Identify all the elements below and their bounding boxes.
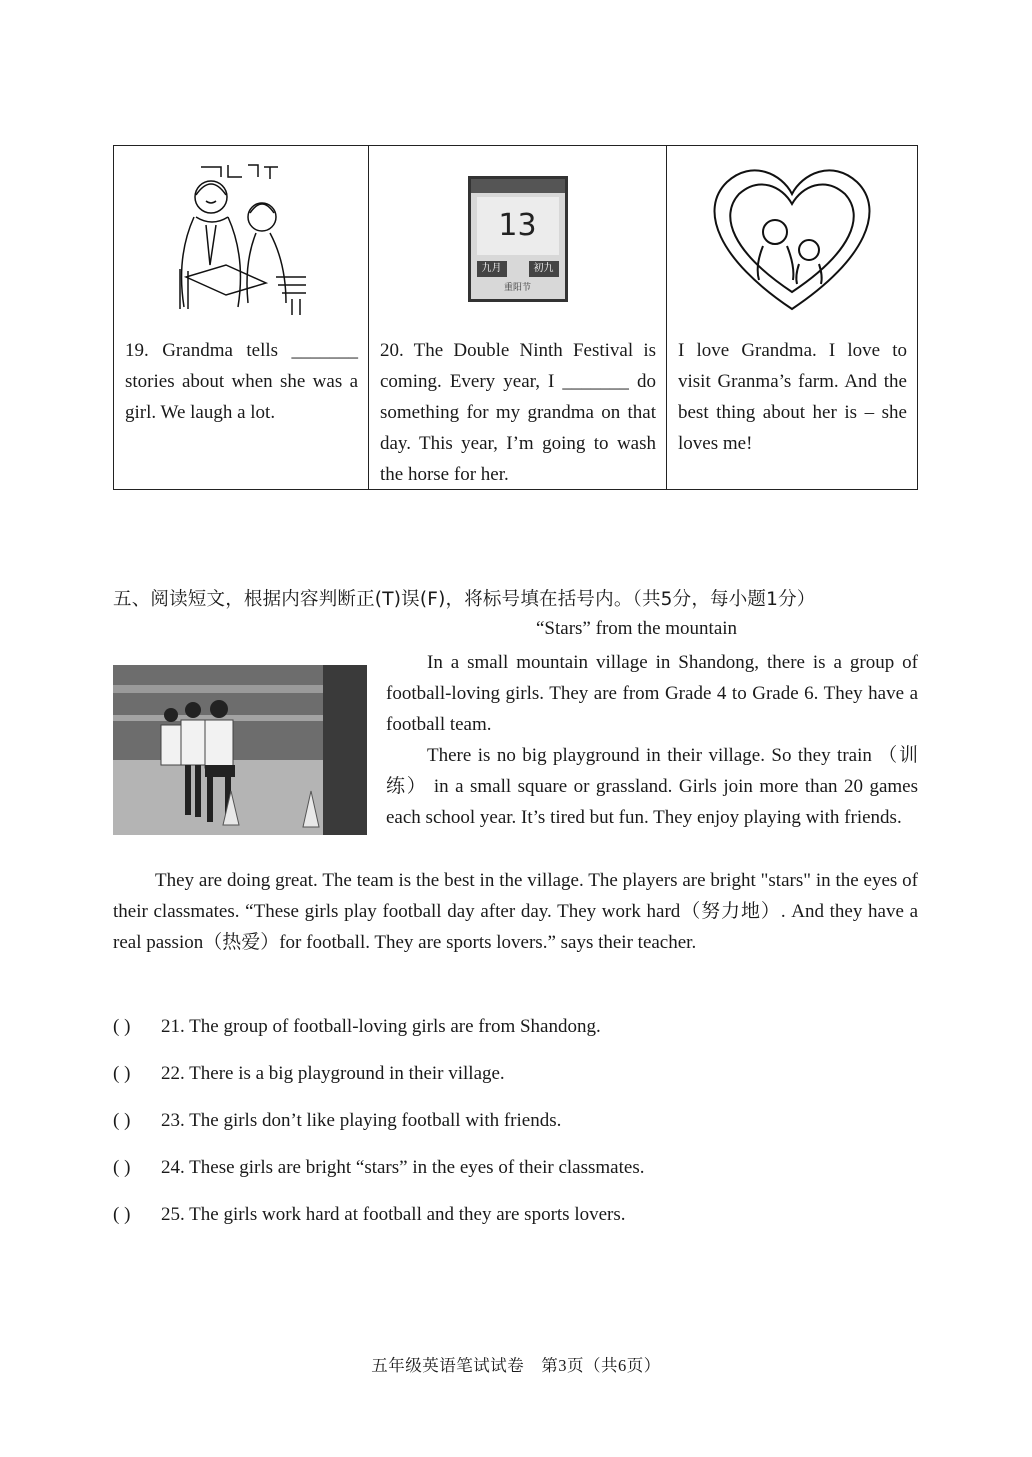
question-19-text: 19. Grandma tells _______ stories about when she was a girl. We laugh a lot. xyxy=(125,340,358,423)
table-cell-20 xyxy=(369,146,667,489)
table-cell-heart xyxy=(667,146,917,489)
question-23 xyxy=(113,1110,561,1132)
answer-blank[interactable]: ( ) xyxy=(113,1063,131,1084)
grandma-reading-to-boy-drawing xyxy=(114,146,368,331)
question-text: 25. The girls work hard at football and they are sports lovers. xyxy=(161,1204,626,1225)
question-text: 21. The group of football-loving girls are from Shandong. xyxy=(161,1016,601,1037)
question-20-text: 20. The Double Ninth Festival is coming. Every year, I _______ do something for my grandma on that day. This year, I’m going to wash the horse for her. xyxy=(380,340,656,485)
calendar-icon xyxy=(369,146,666,331)
question-text: 22. There is a big playground in their village. xyxy=(161,1063,505,1084)
page-footer: 五年级英语笔试试卷 第3页（共6页） xyxy=(371,1356,661,1375)
question-25 xyxy=(113,1204,626,1226)
paragraph-2: There is no big playground in their village. So they train （训练） in a small square or grassland. Girls join more than 20 games each school year. It’s tired but fun. They enjoy playing with friends. xyxy=(386,745,918,828)
paragraph-1: In a small mountain village in Shandong, there is a group of football-loving girls. They are from Grade 4 to Grade 6. They have a football team. xyxy=(386,652,918,735)
paragraph-3: They are doing great. The team is the best in the village. The players are bright "stars" in the eyes of their classmates. “These girls play football day after day. They work hard（努力地）. And they have a real passion（热爱）for football. They are sports lovers.” says their teacher. xyxy=(113,870,918,953)
calendar-caption: 重阳节 xyxy=(503,282,531,293)
calendar-day: 13 xyxy=(498,208,537,243)
table-cell-19 xyxy=(114,146,369,489)
section-5-heading: 五、阅读短文，根据内容判断正(T)误(F)，将标号填在括号内。（共5分，每小题1分） xyxy=(113,589,816,610)
heart-portrait-drawing xyxy=(667,146,917,331)
calendar-lunar-label: 初九 xyxy=(529,261,559,277)
question-24 xyxy=(113,1157,644,1179)
calendar-month-label: 九月 xyxy=(477,261,507,277)
answer-blank[interactable]: ( ) xyxy=(113,1157,131,1178)
question-21 xyxy=(113,1016,601,1038)
question-text: 24. These girls are bright “stars” in the eyes of their classmates. xyxy=(161,1157,645,1178)
answer-blank[interactable]: ( ) xyxy=(113,1204,131,1225)
question-22 xyxy=(113,1063,505,1085)
football-girls-photo xyxy=(113,665,367,835)
heart-cell-text: I love Grandma. I love to visit Granma’s farm. And the best thing about her is – she loves me! xyxy=(678,340,907,454)
question-text: 23. The girls don’t like playing football with friends. xyxy=(161,1110,562,1131)
story-title: “Stars” from the mountain xyxy=(536,618,738,639)
answer-blank[interactable]: ( ) xyxy=(113,1016,131,1037)
picture-table xyxy=(113,145,918,490)
answer-blank[interactable]: ( ) xyxy=(113,1110,131,1131)
